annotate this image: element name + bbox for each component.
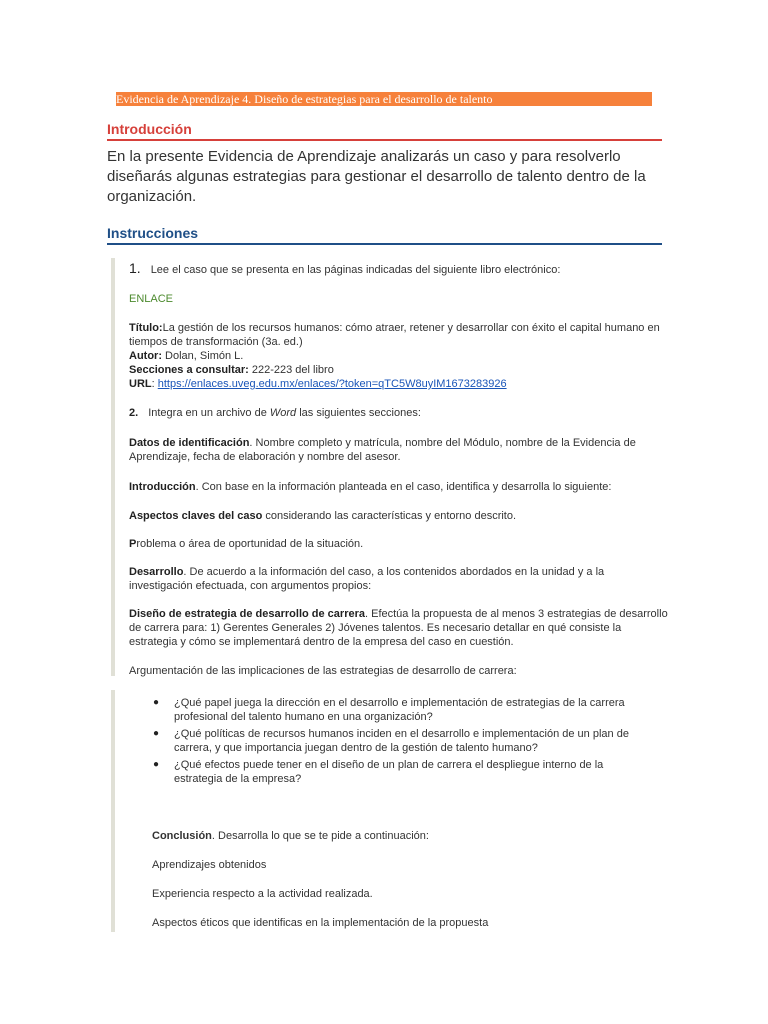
step-1 bbox=[129, 261, 669, 277]
url-separator: : bbox=[151, 378, 158, 390]
desarrollo-text: . De acuerdo a la información del caso, a los contenidos abordados en la unidad y a la investigación efectuada, con argumentos propios: bbox=[129, 566, 605, 592]
diseno-text: . Efectúa la propuesta de al menos 3 estrategias de desarrollo de carrera para: 1) Gerentes Generales 2) Jóvenes talentos. Es necesario detallar en qué consiste la estrategia y cómo se implementará dentro de la empresa del caso en cuestión. bbox=[129, 608, 668, 648]
book-reference bbox=[129, 321, 669, 391]
url-label: URL bbox=[129, 378, 152, 390]
instructions-heading: Instrucciones bbox=[107, 224, 662, 245]
bullet-item: ¿Qué efectos puede tener en el diseño de un plan de carrera el despliegue interno de la estrategia de la empresa? bbox=[174, 759, 604, 785]
datos-text: . Nombre completo y matrícula, nombre del Módulo, nombre de la Evidencia de Aprendizaje, fecha de elaboración y nombre del asesor. bbox=[129, 437, 636, 463]
step-2-pre: Integra en un archivo de bbox=[148, 407, 270, 419]
step-1-text: Lee el caso que se presenta en las páginas indicadas del siguiente libro electrónico: bbox=[150, 264, 561, 276]
argumentacion: Argumentación de las implicaciones de las estrategias de desarrollo de carrera: bbox=[129, 665, 517, 677]
book-sections bbox=[129, 363, 669, 377]
step-2-number: 2. bbox=[129, 407, 139, 419]
diseno-label: Diseño de estrategia de desarrollo de carrera bbox=[129, 608, 365, 620]
desarrollo-label: Desarrollo bbox=[129, 566, 184, 578]
enlace-link[interactable]: ENLACE bbox=[129, 293, 174, 305]
aspectos-claves bbox=[129, 509, 669, 523]
aprendizajes: Aprendizajes obtenidos bbox=[152, 859, 267, 871]
problema-text: roblema o área de oportunidad de la situación. bbox=[136, 538, 364, 550]
introduccion-section bbox=[129, 480, 669, 494]
aspectos-label: Aspectos claves del caso bbox=[129, 510, 263, 522]
book-url bbox=[129, 377, 669, 391]
conclusion-label: Conclusión bbox=[152, 830, 212, 842]
intro2-label: Introducción bbox=[129, 481, 196, 493]
document-title-banner: Evidencia de Aprendizaje 4. Diseño de estrategias para el desarrollo de talento bbox=[116, 92, 652, 106]
problema bbox=[129, 537, 669, 551]
conclusion-text: . Desarrolla lo que se te pide a continuación: bbox=[211, 830, 429, 842]
bullet-item: ¿Qué políticas de recursos humanos inciden en el desarrollo e implementación de un plan de carrera, y que importancia juegan dentro de la gestión de talento humano? bbox=[174, 728, 629, 754]
conclusion bbox=[152, 829, 652, 843]
bullet-marker: ● bbox=[153, 728, 160, 739]
autor-label: Autor: bbox=[129, 350, 162, 362]
bullet-marker: ● bbox=[153, 697, 160, 708]
book-title bbox=[129, 321, 669, 349]
datos-identificacion bbox=[129, 436, 669, 464]
problema-initial: P bbox=[129, 538, 137, 550]
step-2-word: Word bbox=[269, 407, 297, 419]
titulo-label: Título: bbox=[129, 322, 163, 334]
step-2 bbox=[129, 406, 669, 420]
book-author bbox=[129, 349, 669, 363]
datos-label: Datos de identificación bbox=[129, 437, 250, 449]
secciones-value: 222-223 del libro bbox=[248, 364, 334, 376]
step-2-post: las siguientes secciones: bbox=[296, 407, 421, 419]
bullet-item: ¿Qué papel juega la dirección en el desarrollo e implementación de estrategias de la carrera profesional del talento humano en una organización? bbox=[174, 697, 625, 723]
quote-bar-top bbox=[111, 258, 115, 676]
secciones-label: Secciones a consultar: bbox=[129, 364, 249, 376]
url-link[interactable]: https://enlaces.uveg.edu.mx/enlaces/?token=qTC5W8uyIM1673283926 bbox=[157, 378, 507, 390]
intro2-text: . Con base en la información planteada en el caso, identifica y desarrolla lo siguiente: bbox=[195, 481, 612, 493]
titulo-value: La gestión de los recursos humanos: cómo atraer, retener y desarrollar con éxito el capital humano en tiempos de transformación (3a. ed.) bbox=[129, 322, 660, 348]
quote-bar-bottom bbox=[111, 690, 115, 932]
aspectos-text: considerando las características y entorno descrito. bbox=[262, 510, 517, 522]
experiencia: Experiencia respecto a la actividad realizada. bbox=[152, 888, 373, 900]
aspectos-eticos: Aspectos éticos que identificas en la implementación de la propuesta bbox=[152, 917, 489, 929]
bullet-marker: ● bbox=[153, 759, 160, 770]
step-1-number: 1. bbox=[129, 260, 141, 276]
autor-value: Dolan, Simón L. bbox=[162, 350, 244, 362]
introduction-paragraph: En la presente Evidencia de Aprendizaje analizarás un caso y para resolverlo diseñarás algunas estrategias para gestionar el desarrollo de talento dentro de la organización. bbox=[107, 148, 646, 205]
desarrollo bbox=[129, 565, 669, 593]
diseno-estrategia bbox=[129, 607, 669, 649]
introduction-heading: Introducción bbox=[107, 120, 662, 141]
